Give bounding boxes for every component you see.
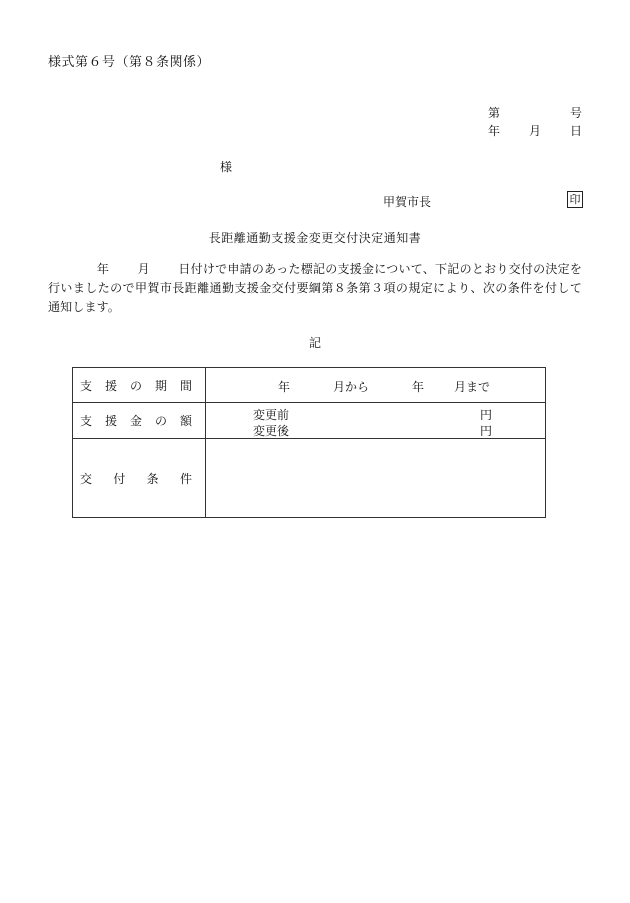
label-char: 付 [113, 471, 126, 486]
conditions-text [206, 439, 545, 517]
period-from: 月から [333, 380, 370, 394]
conditions-label [73, 439, 206, 518]
amount-label [73, 403, 206, 439]
period-start-year: 年 [278, 380, 291, 394]
table-row [73, 368, 546, 403]
document-number-row [488, 104, 582, 122]
document-number-block [488, 104, 582, 140]
issuer-name: 甲賀市長 [383, 195, 432, 209]
label-char: 援 [104, 414, 117, 428]
table-row [73, 403, 546, 439]
period-label [73, 368, 206, 403]
ki-heading: 記 [308, 336, 321, 350]
period-until: 月まで [454, 380, 491, 394]
conditions-value [206, 439, 546, 518]
day-label: 日 [569, 124, 582, 138]
amount-value [206, 403, 546, 439]
label-char: 件 [179, 471, 192, 486]
amount-before-label: 変更前 [253, 408, 290, 422]
label-char: 間 [179, 378, 192, 393]
label-char: 支 [80, 414, 93, 428]
amount-after-label: 変更後 [253, 424, 290, 438]
period-end-year: 年 [412, 380, 425, 394]
period-value [206, 368, 546, 403]
label-char: の [129, 378, 142, 393]
dai-label: 第 [488, 106, 501, 120]
document-title: 長距離通勤支援金変更交付決定通知書 [208, 231, 422, 245]
month-label: 月 [528, 124, 541, 138]
amount-before-yen: 円 [479, 408, 492, 422]
label-char: の [154, 414, 167, 428]
label-char: 支 [80, 378, 93, 393]
label-char: 金 [129, 414, 142, 428]
form-number: 様式第６号（第８条関係） [48, 55, 211, 70]
amount-after-yen: 円 [479, 424, 492, 438]
go-label: 号 [569, 106, 582, 120]
addressee-suffix: 様 [220, 160, 233, 174]
seal-stamp: 印 [567, 191, 583, 208]
label-char: 条 [146, 471, 159, 486]
year-label: 年 [488, 124, 501, 138]
body-year: 年 [96, 262, 110, 276]
body-paragraph [48, 260, 582, 317]
label-char: 期 [154, 378, 167, 393]
body-month: 月 [137, 262, 150, 276]
document-date-row [488, 122, 582, 140]
label-char: 交 [80, 471, 93, 486]
table-row [73, 439, 546, 518]
body-text: 日付けで申請のあった標記の支援金について、下記のとおり交付の決定を行いましたので甲賀市長距離通勤支援金交付要綱第８条第３項の規定により、次の条件を付して通知します。 [48, 262, 582, 314]
label-char: 額 [179, 414, 192, 428]
grant-details-table [72, 367, 546, 518]
label-char: 援 [104, 378, 117, 393]
